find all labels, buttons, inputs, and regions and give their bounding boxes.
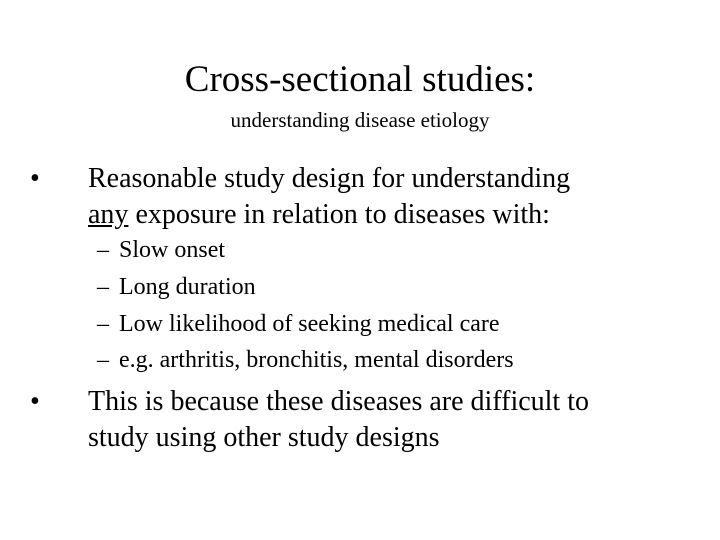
bullet-marker: • xyxy=(30,163,40,194)
bullet-line: exposure in relation to diseases with: xyxy=(128,199,550,230)
bullet-text xyxy=(88,161,698,233)
bullet-line: study using other study designs xyxy=(88,422,440,453)
sub-bullet-item xyxy=(97,309,500,339)
bullet-marker: • xyxy=(30,386,40,417)
bullet-text xyxy=(88,384,698,456)
slide-title: Cross-sectional studies: xyxy=(184,59,536,100)
slide-subtitle: understanding disease etiology xyxy=(230,108,490,132)
sub-bullet-marker: – xyxy=(97,311,109,337)
sub-bullet-marker: – xyxy=(97,237,109,263)
sub-bullet-text: Low likelihood of seeking medical care xyxy=(119,311,500,337)
sub-bullet-marker: – xyxy=(97,274,109,300)
bullet-line: Reasonable study design for understanding xyxy=(88,163,571,194)
sub-bullet-item xyxy=(97,235,225,265)
sub-bullet-text: Long duration xyxy=(119,274,256,300)
sub-bullet-text: Slow onset xyxy=(119,237,226,263)
sub-bullet-marker: – xyxy=(97,347,109,373)
sub-bullet-text: e.g. arthritis, bronchitis, mental disorders xyxy=(119,347,514,373)
sub-bullet-item xyxy=(97,272,256,302)
bullet-line: This is because these diseases are difficult to xyxy=(88,386,589,417)
sub-bullet-item xyxy=(97,345,514,375)
emphasis-word: any xyxy=(88,199,129,230)
